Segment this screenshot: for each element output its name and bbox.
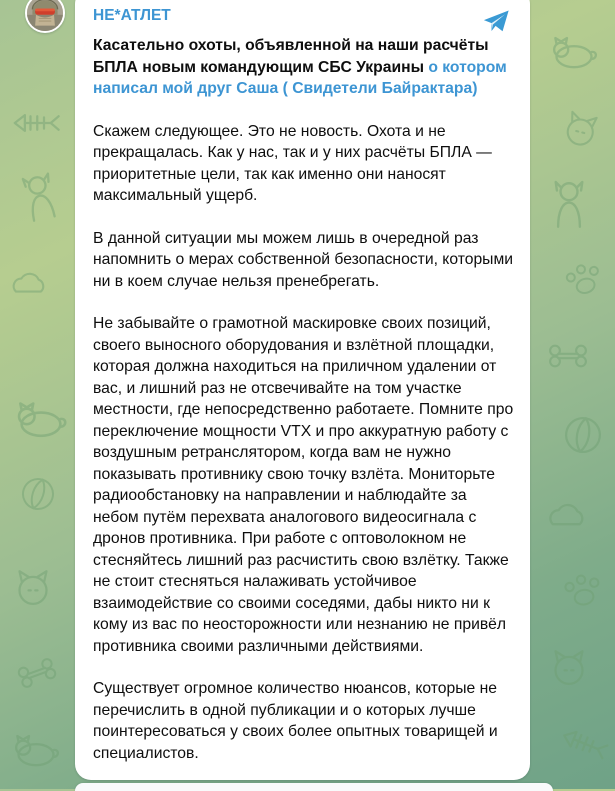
- fish-skeleton-icon: [8, 96, 62, 150]
- fish-skeleton-icon: [548, 708, 615, 778]
- cloud-icon: [4, 258, 56, 310]
- telegram-paper-plane-icon[interactable]: [483, 8, 510, 35]
- message-paragraph: Не забывайте о грамотной маскировке своих позиций, своего выносного оборудования и взлётной площадки, которая должна находиться на приличном удалении от вас, и лишний раз не отсвечивайте на том участке местности, где непосредственно работаете. Помните про переключение мощности VTX и про аккуратную работу с воздушным ретранслятором, когда вам не нужно показывать противнику свою точку взлёта. Мониторьте радиообстановку на направлении и наблюдайте за небом путём перехвата аналогового видеосигнала с дронов противника. При работе с оптоволокном не стесняйтесь лишний раз расчистить свою взлётку. Также не стоит стесняться налаживать устойчивое взаимодействие со своими соседями, дабы никто ни к кому из вас по неосторожности или незнанию не привёл противника своими различными действиями.: [93, 315, 514, 655]
- channel-avatar[interactable]: [25, 0, 65, 33]
- cat-face-icon: [6, 560, 60, 614]
- cat-face-icon: [542, 640, 596, 694]
- message-paragraph: В данной ситуации мы можем лишь в очередной раз напомнить о мерах собственной безопасности, которыми ни в коем случае нельзя пренебрегать.: [93, 229, 514, 290]
- message-paragraph: Существует огромное количество нюансов, которые не перечислить в одной публикации и о которых лучше поинтересоваться у своих более опытных товарищей и специалистов.: [93, 680, 498, 762]
- avatar-photo-icon: [27, 0, 63, 31]
- channel-name[interactable]: НЕ*АТЛЕТ: [93, 7, 171, 24]
- paw-print-icon: [554, 562, 612, 620]
- lead-bold-text: Касательно охоты, объявленной на наши расчёты БПЛА новым командующим СБС Украины: [93, 37, 489, 76]
- message-header: [93, 6, 510, 35]
- ball-icon: [8, 464, 68, 524]
- cat-face-icon: [551, 99, 612, 160]
- bone-icon: [542, 330, 594, 382]
- sitting-dog-icon: [540, 176, 598, 234]
- message-body: [93, 35, 514, 764]
- cloud-icon: [540, 488, 596, 544]
- message-paragraph: Скажем следующее. Это не новость. Охота и не прекращалась. Как у нас, так и у них расчёты БПЛА — приоритетные цели, так как именно они наносят максимальный ущерб.: [93, 122, 492, 204]
- sleeping-cat-icon: [546, 24, 602, 80]
- lead-paragraph: [93, 35, 514, 100]
- paw-print-icon: [554, 250, 613, 309]
- ball-icon: [552, 404, 615, 467]
- sitting-dog-icon: [7, 165, 73, 231]
- bone-icon: [5, 641, 69, 705]
- cat-face-icon: [8, 722, 64, 778]
- lead-link[interactable]: о котором написал мой друг Саша ( Свидетели Байрактара): [93, 58, 507, 97]
- message-bubble: [75, 0, 530, 780]
- sleeping-cat-icon: [10, 388, 72, 450]
- next-message-bubble-top[interactable]: [75, 783, 553, 791]
